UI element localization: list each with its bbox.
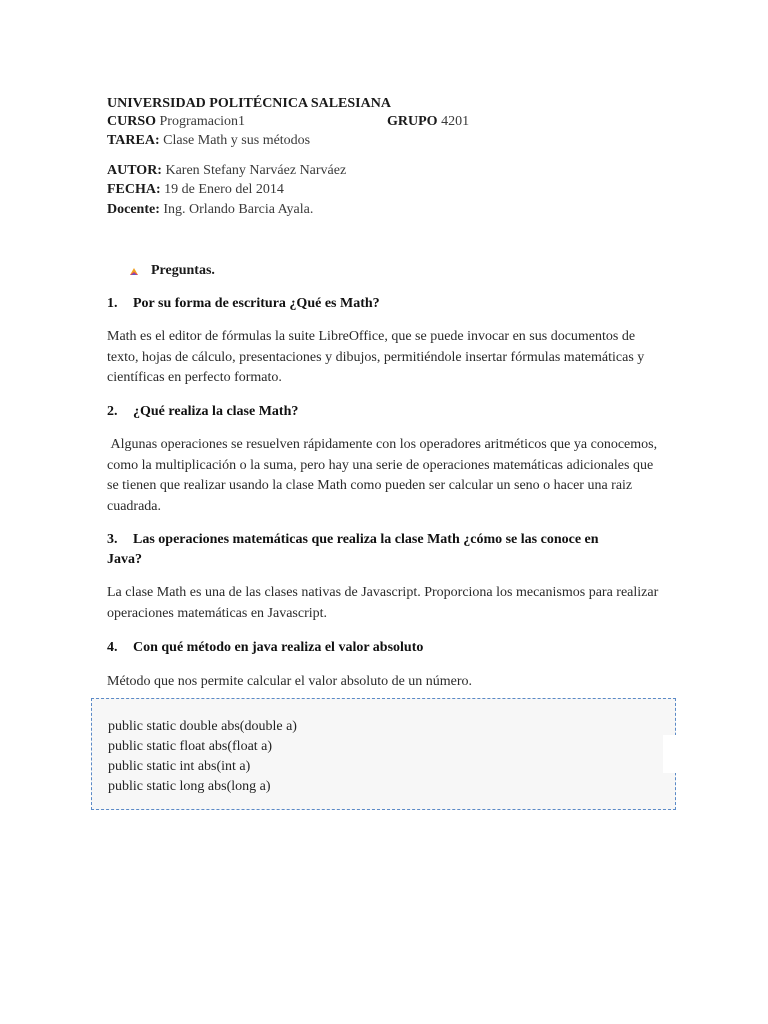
grupo-label: GRUPO — [387, 114, 438, 129]
question-2-heading — [107, 402, 298, 422]
bullet-icon — [128, 266, 140, 278]
fecha-value: 19 de Enero del 2014 — [164, 182, 284, 197]
code-line: public static int abs(int a) — [108, 759, 251, 774]
code-line: public static float abs(float a) — [108, 739, 273, 754]
docente-value: Ing. Orlando Barcia Ayala. — [163, 202, 314, 217]
fecha-label: FECHA: — [107, 182, 161, 197]
question-3-title-continued: Java? — [107, 552, 142, 567]
question-1-title: Por su forma de escritura ¿Qué es Math? — [133, 296, 380, 311]
question-1-heading — [107, 294, 380, 314]
answer-3: La clase Math es una de las clases nativas de Javascript. Proporciona los mecanismos para realizar operaciones matemáticas en Javascript. — [107, 585, 659, 621]
curso-value: Programacion1 — [159, 114, 246, 129]
docente-label: Docente: — [107, 202, 160, 217]
tarea-label: TAREA: — [107, 133, 160, 148]
curso-label: CURSO — [107, 114, 157, 129]
code-block — [91, 698, 676, 810]
section-title: Preguntas. — [151, 263, 215, 278]
autor-label: AUTOR: — [107, 163, 162, 178]
university-title: UNIVERSIDAD POLITÉCNICA SALESIANA — [107, 96, 391, 111]
tarea-value: Clase Math y sus métodos — [163, 133, 311, 148]
fecha-line — [107, 180, 284, 200]
autor-line — [107, 161, 346, 181]
answer-1: Math es el editor de fórmulas la suite LibreOffice, que se puede invocar en sus documentos de texto, hojas de cálculo, presentaciones y dibujos, permitiéndole insertar fórmulas matemáticas y científicas en perfecto formato. — [107, 329, 645, 385]
answer-4: Método que nos permite calcular el valor absoluto de un número. — [107, 674, 473, 689]
question-2-number: 2. — [107, 404, 118, 419]
question-2-title: ¿Qué realiza la clase Math? — [133, 404, 299, 419]
question-4-title: Con qué método en java realiza el valor absoluto — [133, 640, 424, 655]
tarea-line — [107, 131, 310, 151]
question-3-title: Las operaciones matemáticas que realiza la clase Math ¿cómo se las conoce en — [133, 532, 599, 547]
docente-line — [107, 200, 313, 220]
question-4-number: 4. — [107, 640, 118, 655]
autor-value: Karen Stefany Narváez Narváez — [165, 163, 347, 178]
code-line: public static double abs(double a) — [108, 719, 297, 734]
question-4-heading — [107, 638, 423, 658]
code-line: public static long abs(long a) — [108, 779, 271, 794]
grupo-line — [387, 112, 469, 132]
question-3-number: 3. — [107, 532, 118, 547]
curso-line — [107, 112, 245, 132]
grupo-value: 4201 — [441, 114, 470, 129]
answer-2: Algunas operaciones se resuelven rápidamente con los operadores aritméticos que ya conocemos, como la multiplicación o la suma, pero hay una serie de operaciones matemáticas adicionales que se tienen que realizar usando la clase Math como pueden ser calcular un seno o hacer una raiz cuadrada. — [107, 437, 661, 514]
question-3-heading — [107, 530, 599, 550]
question-1-number: 1. — [107, 296, 118, 311]
